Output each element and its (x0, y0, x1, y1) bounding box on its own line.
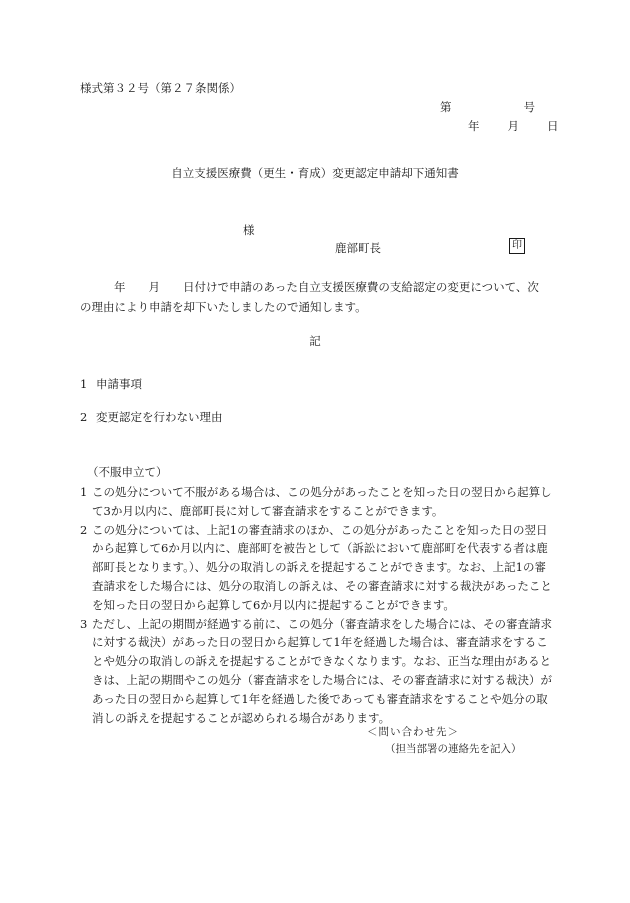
date-month: 月 (507, 119, 519, 133)
item-application-matter (80, 376, 142, 392)
appeal-item-number: 1 (80, 485, 88, 499)
appeal-heading: （不服申立て） (87, 465, 168, 479)
item-rejection-reason (80, 409, 223, 425)
date-day: 日 (547, 119, 559, 133)
item-number: 2 (80, 410, 88, 424)
seal-box: 印 (509, 238, 525, 254)
item-label: 変更認定を行わない理由 (96, 410, 223, 424)
appeal-item-text: この処分については、上記1の審査請求のほか、この処分があったことを知った日の翌日から起算して6か月以内に、鹿部町を被告として（訴訟において鹿部町を代表する者は鹿部町長となります。）、処分の取消しの訴えを提起することができます。なお、上記1の審査請求をした場合には、処分の取消しの訴えは、その審査請求に対する裁決があったことを知った日の翌日から起算して6か月以内に提起することができます。 (92, 522, 552, 612)
number-suffix: 号 (523, 100, 535, 114)
appeal-notice (80, 483, 556, 727)
item-number: 1 (80, 377, 88, 391)
inquiry-note: （担当部署の連絡先を記入） (385, 743, 522, 755)
date-year: 年 (468, 119, 480, 133)
number-prefix: 第 (440, 100, 452, 114)
ki-heading: 記 (309, 334, 321, 348)
appeal-item (80, 615, 556, 728)
appeal-item (80, 521, 556, 615)
item-label: 申請事項 (96, 377, 142, 391)
appeal-item-number: 3 (80, 616, 88, 631)
sender-name: 鹿部町長 (335, 241, 381, 255)
body-paragraph: 年 月 日付けで申請のあった自立支援医療費の支給認定の変更について、次の理由により申請を却下いたしましたので通知します。 (80, 280, 539, 314)
document-title: 自立支援医療費（更生・育成）変更認定申請却下通知書 (171, 166, 459, 180)
date-line (440, 118, 559, 134)
appeal-item (80, 483, 556, 521)
document-number-line (440, 99, 535, 115)
appeal-item-text: ただし、上記の期間が経過する前に、この処分（審査請求をした場合には、その審査請求に対する裁決）があった日の翌日から起算して1年を経過した場合は、審査請求をすることや処分の取消しの訴えを提起することができなくなります。なお、正当な理由があるときは、上記の期間やこの処分（審査請求をした場合には、その審査請求に対する裁決）があった日の翌日から起算して1年を経過した後であっても審査請求をすることや処分の取消しの訴えを提起することが認められる場合があります。 (92, 616, 552, 725)
recipient-suffix: 様 (243, 223, 255, 237)
form-number: 様式第３２号（第２７条関係） (80, 81, 241, 95)
appeal-item-number: 2 (80, 522, 88, 537)
appeal-item-text: この処分について不服がある場合は、この処分があったことを知った日の翌日から起算して3か月以内に、鹿部町長に対して審査請求をすることができます。 (92, 485, 552, 518)
inquiry-label: ＜問い合わせ先＞ (367, 726, 459, 738)
